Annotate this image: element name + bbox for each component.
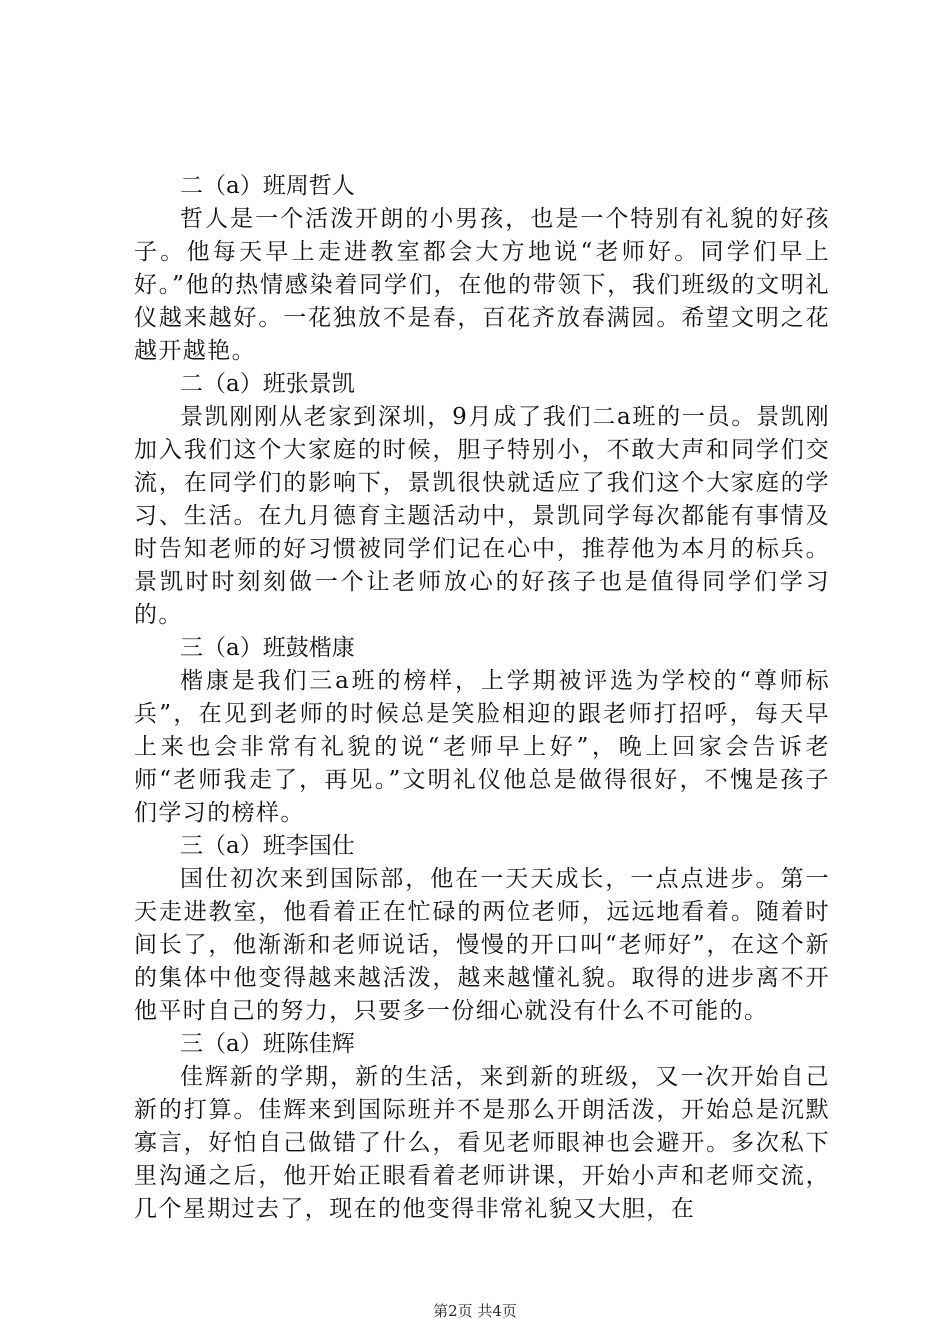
- section-zhang-jingkai: [134, 368, 830, 632]
- section-paragraph: 楷康是我们三a班的榜样，上学期被评选为学校的“尊师标兵”，在见到老师的时候总是笑脸相迎的跟老师打招呼，每天早上来也会非常有礼貌的说“老师早上好”，晚上回家会告诉老师“老师我走了，再见。”文明礼仪他总是做得很好，不愧是孩子们学习的榜样。: [134, 668, 830, 826]
- section-paragraph: 佳辉新的学期，新的生活，来到新的班级，又一次开始自己新的打算。佳辉来到国际班并不是那么开朗活泼，开始总是沉默寡言，好怕自己做错了什么，看见老师眼神也会避开。多次私下里沟通之后，他开始正眼看着老师讲课，开始小声和老师交流，几个星期过去了，现在的他变得非常礼貌又大胆，在: [134, 1064, 830, 1222]
- section-paragraph: 景凯刚刚从老家到深圳，9月成了我们二a班的一员。景凯刚加入我们这个大家庭的时候，胆子特别小，不敢大声和同学们交流，在同学们的影响下，景凯很快就适应了我们这个大家庭的学习、生活。在九月德育主题活动中，景凯同学每次都能有事情及时告知老师的好习惯被同学们记在心中，推荐他为本月的标兵。景凯时时刻刻做一个让老师放心的好孩子也是值得同学们学习的。: [134, 404, 830, 628]
- section-heading: 三（a）班陈佳辉: [180, 1031, 355, 1057]
- section-heading: 二（a）班周哲人: [180, 173, 355, 199]
- section-heading: 三（a）班李国仕: [180, 833, 355, 859]
- page-number-footer: 第2页 共4页: [433, 1302, 517, 1320]
- section-chen-jiahui: [134, 1028, 830, 1226]
- section-zhou-zheren: [134, 170, 830, 368]
- section-heading: 三（a）班鼓楷康: [180, 635, 355, 661]
- section-gu-kaikang: [134, 632, 830, 830]
- section-paragraph: 国仕初次来到国际部，他在一天天成长，一点点进步。第一天走进教室，他看着正在忙碌的两位老师，远远地看着。随着时间长了，他渐渐和老师说话，慢慢的开口叫“老师好”，在这个新的集体中他变得越来越活泼，越来越懂礼貌。取得的进步离不开他平时自己的努力，只要多一份细心就没有什么不可能的。: [134, 866, 830, 1024]
- section-paragraph: 哲人是一个活泼开朗的小男孩，也是一个特别有礼貌的好孩子。他每天早上走进教室都会大方地说“老师好。同学们早上好。”他的热情感染着同学们，在他的带领下，我们班级的文明礼仪越来越好。一花独放不是春，百花齐放春满园。希望文明之花越开越艳。: [134, 206, 830, 364]
- section-li-guoshi: [134, 830, 830, 1028]
- document-body: [134, 170, 830, 1226]
- section-heading: 二（a）班张景凯: [180, 371, 355, 397]
